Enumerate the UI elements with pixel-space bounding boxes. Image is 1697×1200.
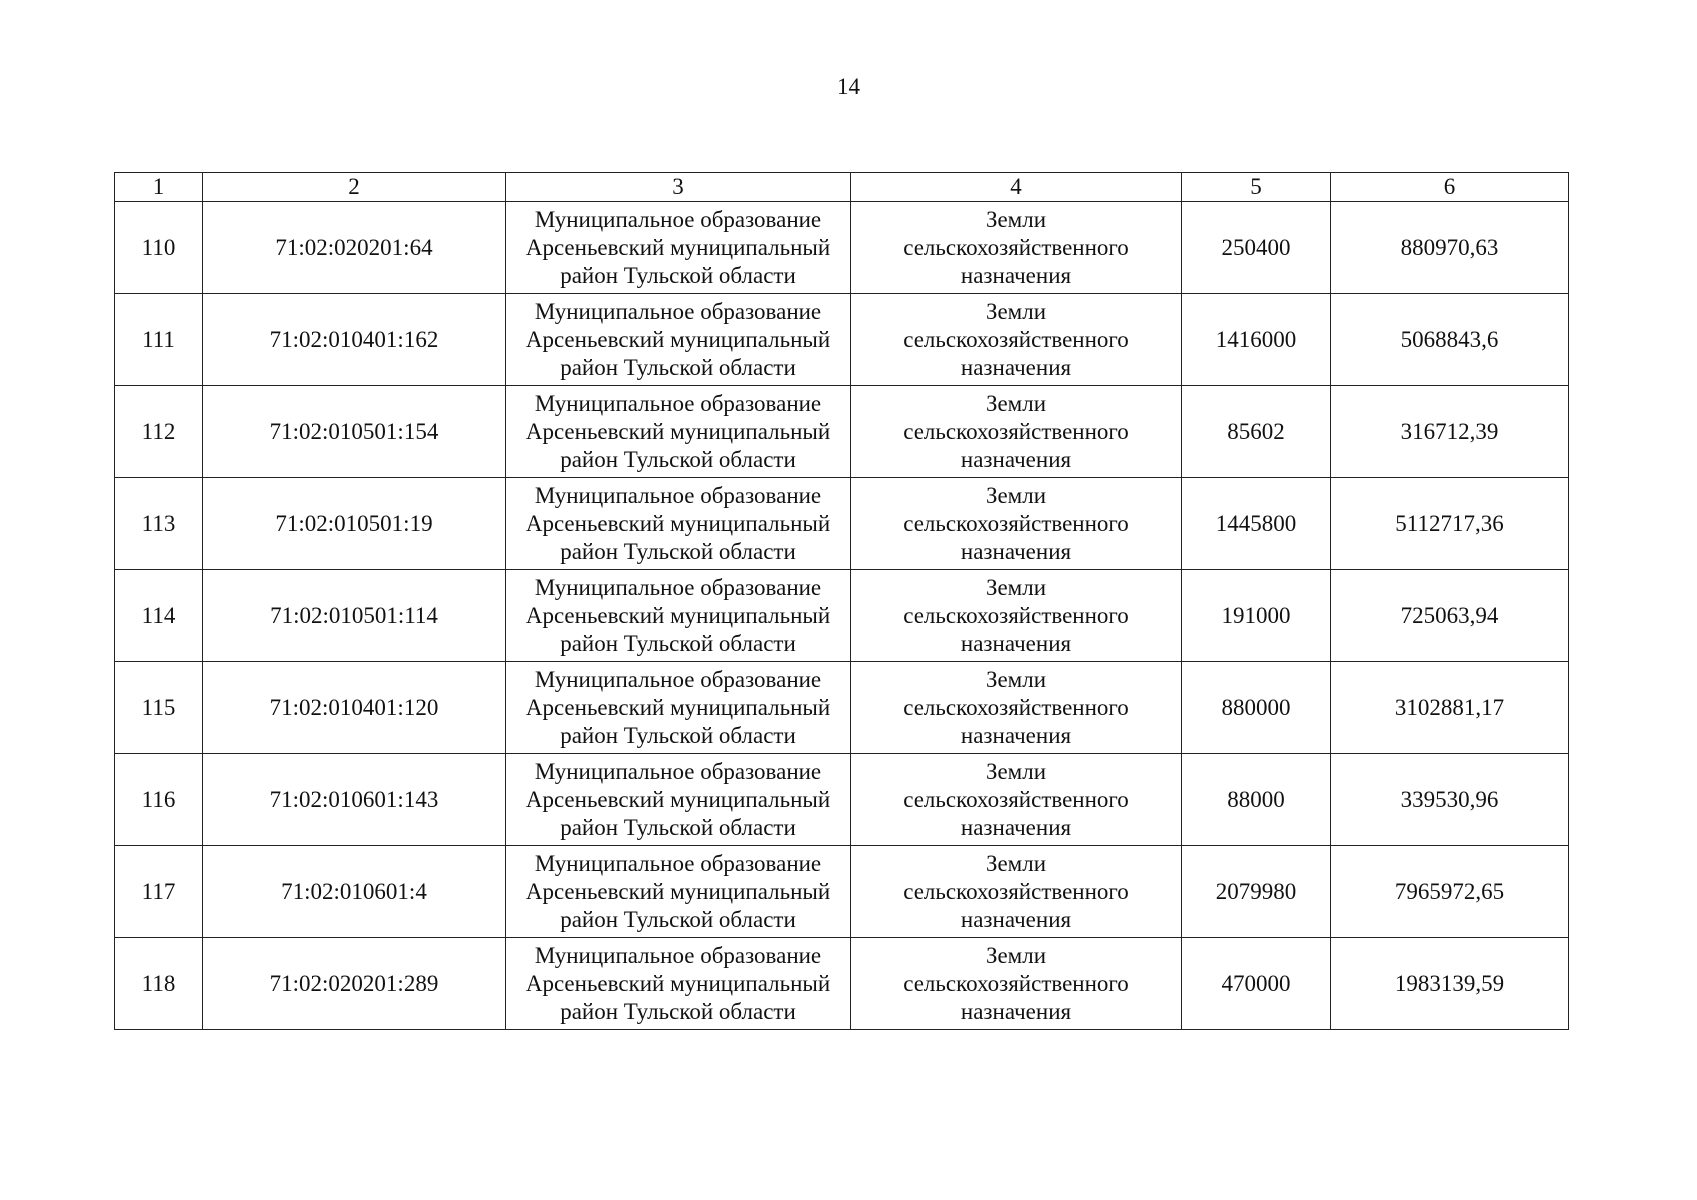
land-category-cell-line: назначения bbox=[960, 446, 1072, 472]
owner-cell-line: Арсеньевский муниципальный bbox=[525, 510, 831, 536]
owner-cell-line: Муниципальное образование bbox=[534, 574, 822, 600]
cadastral-value-cell: 1983139,59 bbox=[1331, 938, 1569, 1030]
table-row bbox=[115, 386, 1569, 478]
owner-cell-line: Муниципальное образование bbox=[534, 758, 822, 784]
land-category-cell bbox=[851, 938, 1182, 1030]
table-row bbox=[115, 662, 1569, 754]
owner-cell-line: Арсеньевский муниципальный bbox=[525, 602, 831, 628]
land-category-cell-line: Земли bbox=[985, 574, 1047, 600]
land-category-cell-line: назначения bbox=[960, 906, 1072, 932]
land-category-cell-line: Земли bbox=[985, 298, 1047, 324]
owner-cell-line: Арсеньевский муниципальный bbox=[525, 234, 831, 260]
table-row bbox=[115, 846, 1569, 938]
land-category-cell-line: Земли bbox=[985, 482, 1047, 508]
owner-cell bbox=[506, 846, 851, 938]
table-row bbox=[115, 754, 1569, 846]
property-table bbox=[114, 172, 1569, 1030]
land-category-cell bbox=[851, 294, 1182, 386]
owner-cell-line: район Тульской области bbox=[560, 998, 796, 1024]
owner-cell bbox=[506, 662, 851, 754]
column-number-row bbox=[115, 173, 1569, 202]
cadastral-value-cell: 316712,39 bbox=[1331, 386, 1569, 478]
cadastral-value-cell: 725063,94 bbox=[1331, 570, 1569, 662]
owner-cell-line: район Тульской области bbox=[560, 630, 796, 656]
land-category-cell bbox=[851, 478, 1182, 570]
land-category-cell-line: назначения bbox=[960, 630, 1072, 656]
owner-cell-line: Муниципальное образование bbox=[534, 942, 822, 968]
cadastral-number-cell: 71:02:010601:4 bbox=[203, 846, 506, 938]
area-cell: 1445800 bbox=[1182, 478, 1331, 570]
owner-cell-line: Муниципальное образование bbox=[534, 206, 822, 232]
row-number-cell: 114 bbox=[115, 570, 203, 662]
owner-cell-line: Арсеньевский муниципальный bbox=[525, 694, 831, 720]
owner-cell-line: район Тульской области bbox=[560, 906, 796, 932]
land-category-cell-line: Земли bbox=[985, 206, 1047, 232]
land-category-cell-line: сельскохозяйственного bbox=[903, 510, 1129, 536]
owner-cell-line: район Тульской области bbox=[560, 722, 796, 748]
table-body bbox=[115, 202, 1569, 1030]
page-number: 14 bbox=[837, 74, 860, 99]
row-number-cell: 111 bbox=[115, 294, 203, 386]
cadastral-number-cell: 71:02:010501:114 bbox=[203, 570, 506, 662]
column-header: 3 bbox=[506, 173, 851, 202]
owner-cell-line: Муниципальное образование bbox=[534, 482, 822, 508]
cadastral-value-cell: 5112717,36 bbox=[1331, 478, 1569, 570]
cadastral-number-cell: 71:02:020201:64 bbox=[203, 202, 506, 294]
owner-cell bbox=[506, 938, 851, 1030]
column-header: 2 bbox=[203, 173, 506, 202]
land-category-cell-line: сельскохозяйственного bbox=[903, 234, 1129, 260]
row-number-cell: 112 bbox=[115, 386, 203, 478]
cadastral-number-cell: 71:02:010401:162 bbox=[203, 294, 506, 386]
row-number-cell: 116 bbox=[115, 754, 203, 846]
land-category-cell bbox=[851, 846, 1182, 938]
row-number-cell: 117 bbox=[115, 846, 203, 938]
table-row bbox=[115, 938, 1569, 1030]
land-category-cell-line: Земли bbox=[985, 666, 1047, 692]
land-category-cell bbox=[851, 662, 1182, 754]
owner-cell-line: район Тульской области bbox=[560, 538, 796, 564]
land-category-cell-line: назначения bbox=[960, 262, 1072, 288]
column-header: 1 bbox=[115, 173, 203, 202]
land-category-cell bbox=[851, 570, 1182, 662]
row-number-cell: 113 bbox=[115, 478, 203, 570]
land-category-cell-line: Земли bbox=[985, 390, 1047, 416]
land-category-cell-line: назначения bbox=[960, 814, 1072, 840]
owner-cell-line: район Тульской области bbox=[560, 354, 796, 380]
owner-cell-line: Муниципальное образование bbox=[534, 390, 822, 416]
column-header: 4 bbox=[851, 173, 1182, 202]
table-row bbox=[115, 478, 1569, 570]
column-header: 5 bbox=[1182, 173, 1331, 202]
area-cell: 191000 bbox=[1182, 570, 1331, 662]
owner-cell-line: Муниципальное образование bbox=[534, 850, 822, 876]
column-header: 6 bbox=[1331, 173, 1569, 202]
land-category-cell-line: сельскохозяйственного bbox=[903, 694, 1129, 720]
owner-cell bbox=[506, 570, 851, 662]
land-category-cell-line: сельскохозяйственного bbox=[903, 602, 1129, 628]
cadastral-number-cell: 71:02:020201:289 bbox=[203, 938, 506, 1030]
table-row bbox=[115, 202, 1569, 294]
area-cell: 2079980 bbox=[1182, 846, 1331, 938]
owner-cell-line: Арсеньевский муниципальный bbox=[525, 970, 831, 996]
cadastral-value-cell: 3102881,17 bbox=[1331, 662, 1569, 754]
table-row bbox=[115, 294, 1569, 386]
owner-cell bbox=[506, 202, 851, 294]
land-category-cell-line: назначения bbox=[960, 354, 1072, 380]
owner-cell-line: Арсеньевский муниципальный bbox=[525, 786, 831, 812]
owner-cell-line: Муниципальное образование bbox=[534, 666, 822, 692]
owner-cell bbox=[506, 754, 851, 846]
land-category-cell-line: сельскохозяйственного bbox=[903, 970, 1129, 996]
owner-cell-line: район Тульской области bbox=[560, 262, 796, 288]
area-cell: 470000 bbox=[1182, 938, 1331, 1030]
row-number-cell: 115 bbox=[115, 662, 203, 754]
area-cell: 880000 bbox=[1182, 662, 1331, 754]
cadastral-value-cell: 339530,96 bbox=[1331, 754, 1569, 846]
land-category-cell-line: сельскохозяйственного bbox=[903, 786, 1129, 812]
owner-cell-line: Арсеньевский муниципальный bbox=[525, 418, 831, 444]
area-cell: 88000 bbox=[1182, 754, 1331, 846]
cadastral-number-cell: 71:02:010501:154 bbox=[203, 386, 506, 478]
land-category-cell bbox=[851, 202, 1182, 294]
land-category-cell-line: сельскохозяйственного bbox=[903, 418, 1129, 444]
land-category-cell-line: назначения bbox=[960, 998, 1072, 1024]
cadastral-value-cell: 5068843,6 bbox=[1331, 294, 1569, 386]
land-category-cell-line: Земли bbox=[985, 942, 1047, 968]
owner-cell-line: Арсеньевский муниципальный bbox=[525, 326, 831, 352]
cadastral-number-cell: 71:02:010501:19 bbox=[203, 478, 506, 570]
owner-cell-line: район Тульской области bbox=[560, 446, 796, 472]
land-category-cell-line: Земли bbox=[985, 758, 1047, 784]
area-cell: 250400 bbox=[1182, 202, 1331, 294]
row-number-cell: 110 bbox=[115, 202, 203, 294]
area-cell: 1416000 bbox=[1182, 294, 1331, 386]
owner-cell-line: Муниципальное образование bbox=[534, 298, 822, 324]
cadastral-number-cell: 71:02:010601:143 bbox=[203, 754, 506, 846]
owner-cell-line: Арсеньевский муниципальный bbox=[525, 878, 831, 904]
owner-cell bbox=[506, 386, 851, 478]
land-category-cell-line: назначения bbox=[960, 538, 1072, 564]
row-number-cell: 118 bbox=[115, 938, 203, 1030]
land-category-cell-line: сельскохозяйственного bbox=[903, 326, 1129, 352]
owner-cell bbox=[506, 478, 851, 570]
cadastral-number-cell: 71:02:010401:120 bbox=[203, 662, 506, 754]
owner-cell bbox=[506, 294, 851, 386]
land-category-cell bbox=[851, 754, 1182, 846]
cadastral-value-cell: 7965972,65 bbox=[1331, 846, 1569, 938]
land-category-cell-line: назначения bbox=[960, 722, 1072, 748]
land-category-cell-line: Земли bbox=[985, 850, 1047, 876]
area-cell: 85602 bbox=[1182, 386, 1331, 478]
land-category-cell bbox=[851, 386, 1182, 478]
cadastral-value-cell: 880970,63 bbox=[1331, 202, 1569, 294]
owner-cell-line: район Тульской области bbox=[560, 814, 796, 840]
table-row bbox=[115, 570, 1569, 662]
land-category-cell-line: сельскохозяйственного bbox=[903, 878, 1129, 904]
